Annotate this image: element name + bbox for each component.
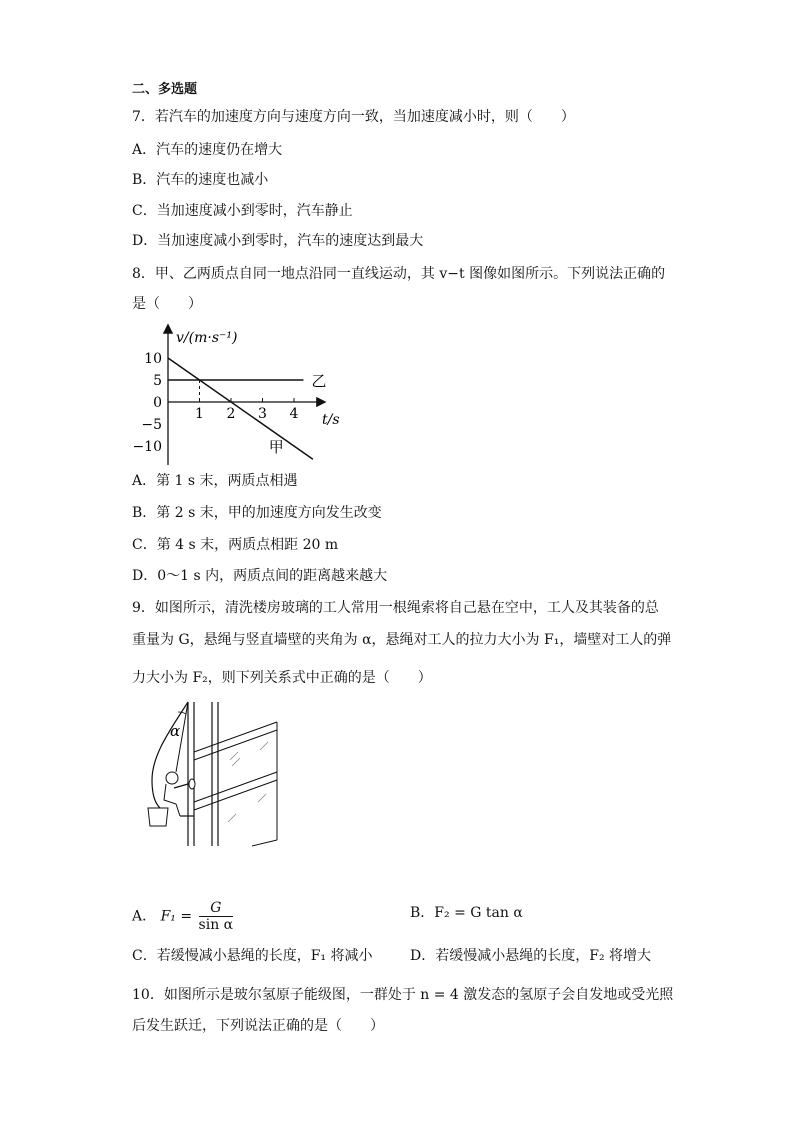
- q9-option-a-denominator: sin α: [198, 917, 234, 933]
- y-tick-label: 0: [153, 395, 162, 411]
- vt-chart: [132, 318, 362, 468]
- x-tick-label: 2: [226, 406, 236, 422]
- q8-stem-line1: 8．甲、乙两质点自同一地点沿同一直线运动，其 v−t 图像如图所示。下列说法正确的: [132, 266, 666, 282]
- y-tick-label: −5: [141, 417, 162, 433]
- q8-option-d: D．0～1 s 内，两质点间的距离越来越大: [132, 568, 388, 584]
- q9-option-b: B．F₂ = G tan α: [410, 905, 523, 921]
- series-label-jia: 甲: [268, 438, 284, 457]
- q9-option-a-fraction: [199, 900, 234, 933]
- q9-option-a-prefix: A．: [132, 908, 157, 925]
- q9-stem-line1: 9．如图所示，清洗楼房玻璃的工人常用一根绳索将自己悬在空中，工人及其装备的总: [132, 600, 659, 616]
- y-tick-label: −10: [132, 439, 162, 455]
- y-axis-label: v/(m·s⁻¹): [176, 330, 238, 346]
- section-title: 二、多选题: [132, 82, 198, 97]
- x-axis-label: t/s: [322, 412, 340, 428]
- q8-option-b: B．第 2 s 末，甲的加速度方向发生改变: [132, 505, 382, 521]
- q9-option-a: [132, 900, 233, 933]
- q7-stem: 7．若汽车的加速度方向与速度方向一致，当加速度减小时，则（ ）: [132, 109, 575, 125]
- q8-stem-line2: 是（ ）: [132, 296, 202, 312]
- x-tick-label: 1: [195, 406, 204, 422]
- x-tick-label: 3: [258, 406, 267, 422]
- q9-option-a-lhs: F₁ =: [160, 908, 193, 925]
- q9-option-c: C．若缓慢减小悬绳的长度，F₁ 将减小: [132, 948, 373, 964]
- q10-stem-line1: 10．如图所示是玻尔氢原子能级图，一群处于 n = 4 激发态的氢原子会自发地或受光照: [132, 987, 674, 1003]
- q8-option-c: C．第 4 s 末，两质点相距 20 m: [132, 537, 339, 553]
- x-tick-label: 4: [289, 406, 299, 422]
- q9-option-d: D．若缓慢减小悬绳的长度，F₂ 将增大: [410, 948, 652, 964]
- q7-option-b: B．汽车的速度也减小: [132, 172, 269, 188]
- q9-stem-line3: 力大小为 F₂，则下列关系式中正确的是（ ）: [132, 670, 432, 686]
- window-washer-figure: [140, 700, 285, 850]
- series-label-yi: 乙: [311, 372, 327, 390]
- q7-option-a: A．汽车的速度仍在增大: [132, 142, 283, 158]
- q7-option-c: C．当加速度减小到零时，汽车静止: [132, 203, 353, 219]
- angle-alpha-label: α: [170, 722, 181, 740]
- q9-stem-line2: 重量为 G，悬绳与竖直墙壁的夹角为 α，悬绳对工人的拉力大小为 F₁，墙壁对工人的弹: [132, 632, 672, 648]
- y-tick-label: 10: [144, 351, 162, 367]
- q9-option-a-numerator: G: [199, 900, 234, 917]
- q10-stem-line2: 后发生跃迁，下列说法正确的是（ ）: [132, 1018, 384, 1034]
- q7-option-d: D．当加速度减小到零时，汽车的速度达到最大: [132, 233, 424, 249]
- q8-option-a: A．第 1 s 末，两质点相遇: [132, 473, 298, 489]
- y-tick-label: 5: [153, 373, 162, 389]
